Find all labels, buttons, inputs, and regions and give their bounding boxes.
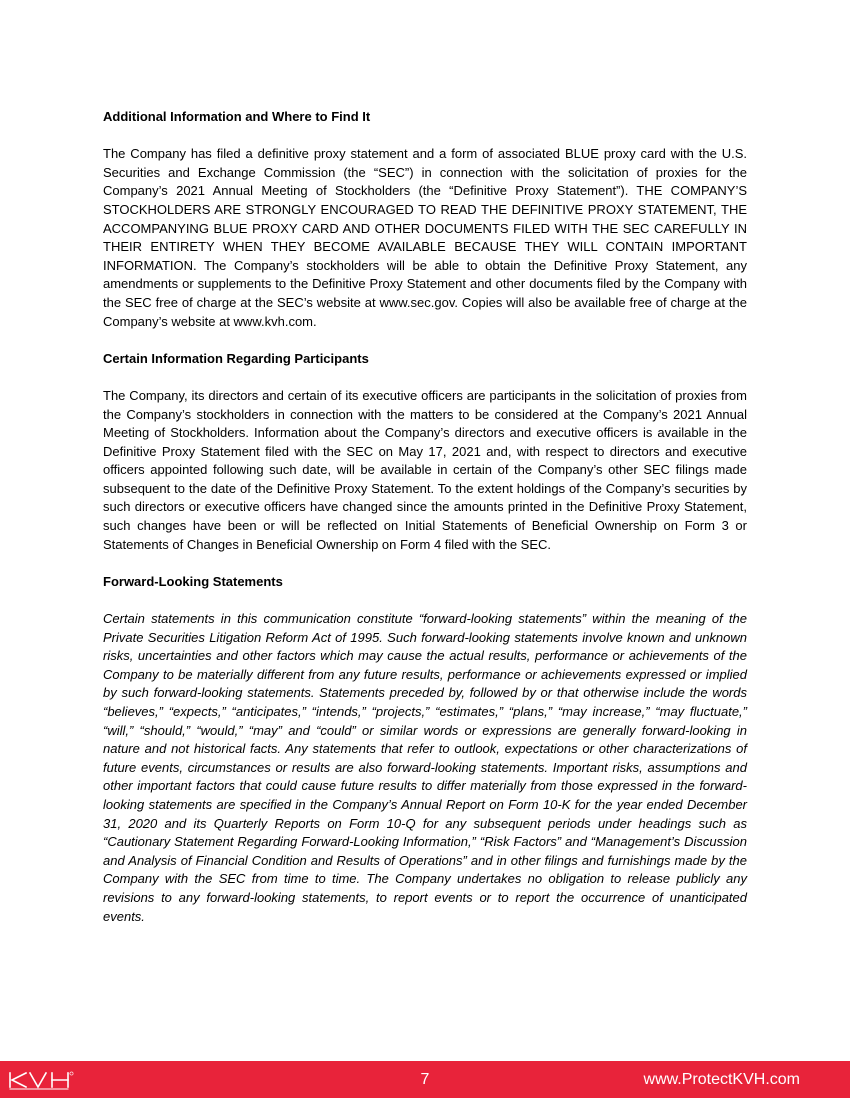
section-heading: Certain Information Regarding Participants [103, 350, 369, 366]
page-footer [0, 1061, 850, 1098]
page-number: 7 [420, 1071, 430, 1088]
section-forward-looking [103, 573, 747, 926]
section-participants [103, 350, 747, 555]
section-heading: Forward-Looking Statements [103, 573, 283, 589]
section-paragraph: The Company, its directors and certain of its executive officers are participants in the solicitation of proxies from the Company’s stockholders in connection with the matters to be considered at the Company’s 2021 Annual Meeting of Stockholders. Information about the Company’s directors and executive officers is available in the Definitive Proxy Statement filed with the SEC on May 17, 2021 and, with respect to directors and executive officers appointed following such date, will be available in certain of the Company’s other SEC filings made subsequent to the date of the Definitive Proxy Statement. To the extent holdings of the Company’s securities by such directors or executive officers have changed since the amounts printed in the Definitive Proxy Statement, such changes have been or will be reflected on Initial Statements of Beneficial Ownership on Form 3 or Statements of Changes in Beneficial Ownership on Form 4 filed with the SEC. [103, 387, 747, 552]
section-paragraph: Certain statements in this communication constitute “forward-looking statements” within the meaning of the Private Securities Litigation Reform Act of 1995. Such forward-looking statements involve known and unknown risks, uncertainties and other factors which may cause the actual results, performance or achievements of the Company to be materially different from any future results, performance or achievements expressed or implied by such forward-looking statements. Statements preceded by, followed by or that otherwise include the words “believes,” “expects,” “anticipates,” “intends,” “projects,” “estimates,” “plans,” “may increase,” “may fluctuate,” “will,” “should,” “would,” “may” and “could” or similar words or expressions are generally forward-looking in nature and not historical facts. Any statements that refer to outlook, expectations or other characterizations of future events, circumstances or results are also forward-looking statements. Important risks, assumptions and other important factors that could cause future results to differ materially from those expressed in the forward-looking statements are specified in the Company’s Annual Report on Form 10-K for the year ended December 31, 2020 and its Quarterly Reports on Form 10-Q for any subsequent periods under headings such as “Cautionary Statement Regarding Forward-Looking Information,” “Risk Factors” and “Management’s Discussion and Analysis of Financial Condition and Results of Operations” and in other filings and furnishings made by the Company with the SEC from time to time. The Company undertakes no obligation to release publicly any revisions to any forward-looking statements, to report events or to report the occurrence of unanticipated events. [103, 611, 747, 924]
footer-website-link[interactable]: www.ProtectKVH.com [643, 1071, 800, 1088]
section-additional-information [103, 108, 747, 331]
document-body [103, 108, 747, 945]
section-heading: Additional Information and Where to Find It [103, 109, 371, 124]
section-paragraph: The Company has filed a definitive proxy statement and a form of associated BLUE proxy card with the U.S. Securities and Exchange Commission (the “SEC”) in connection with the solicitation of proxies for the Company’s 2021 Annual Meeting of Stockholders (the “Definitive Proxy Statement”). THE COMPANY’S STOCKHOLDERS ARE STRONGLY ENCOURAGED TO READ THE DEFINITIVE PROXY STATEMENT, THE ACCOMPANYING BLUE PROXY CARD AND OTHER DOCUMENTS FILED WITH THE SEC CAREFULLY IN THEIR ENTIRETY WHEN THEY BECOME AVAILABLE BECAUSE THEY WILL CONTAIN IMPORTANT INFORMATION. The Company’s stockholders will be able to obtain the Definitive Proxy Statement, any amendments or supplements to the Definitive Proxy Statement and other documents filed by the Company with the SEC free of charge at the SEC’s website at www.sec.gov. Copies will also be available free of charge at the Company’s website at www.kvh.com. [103, 146, 747, 329]
